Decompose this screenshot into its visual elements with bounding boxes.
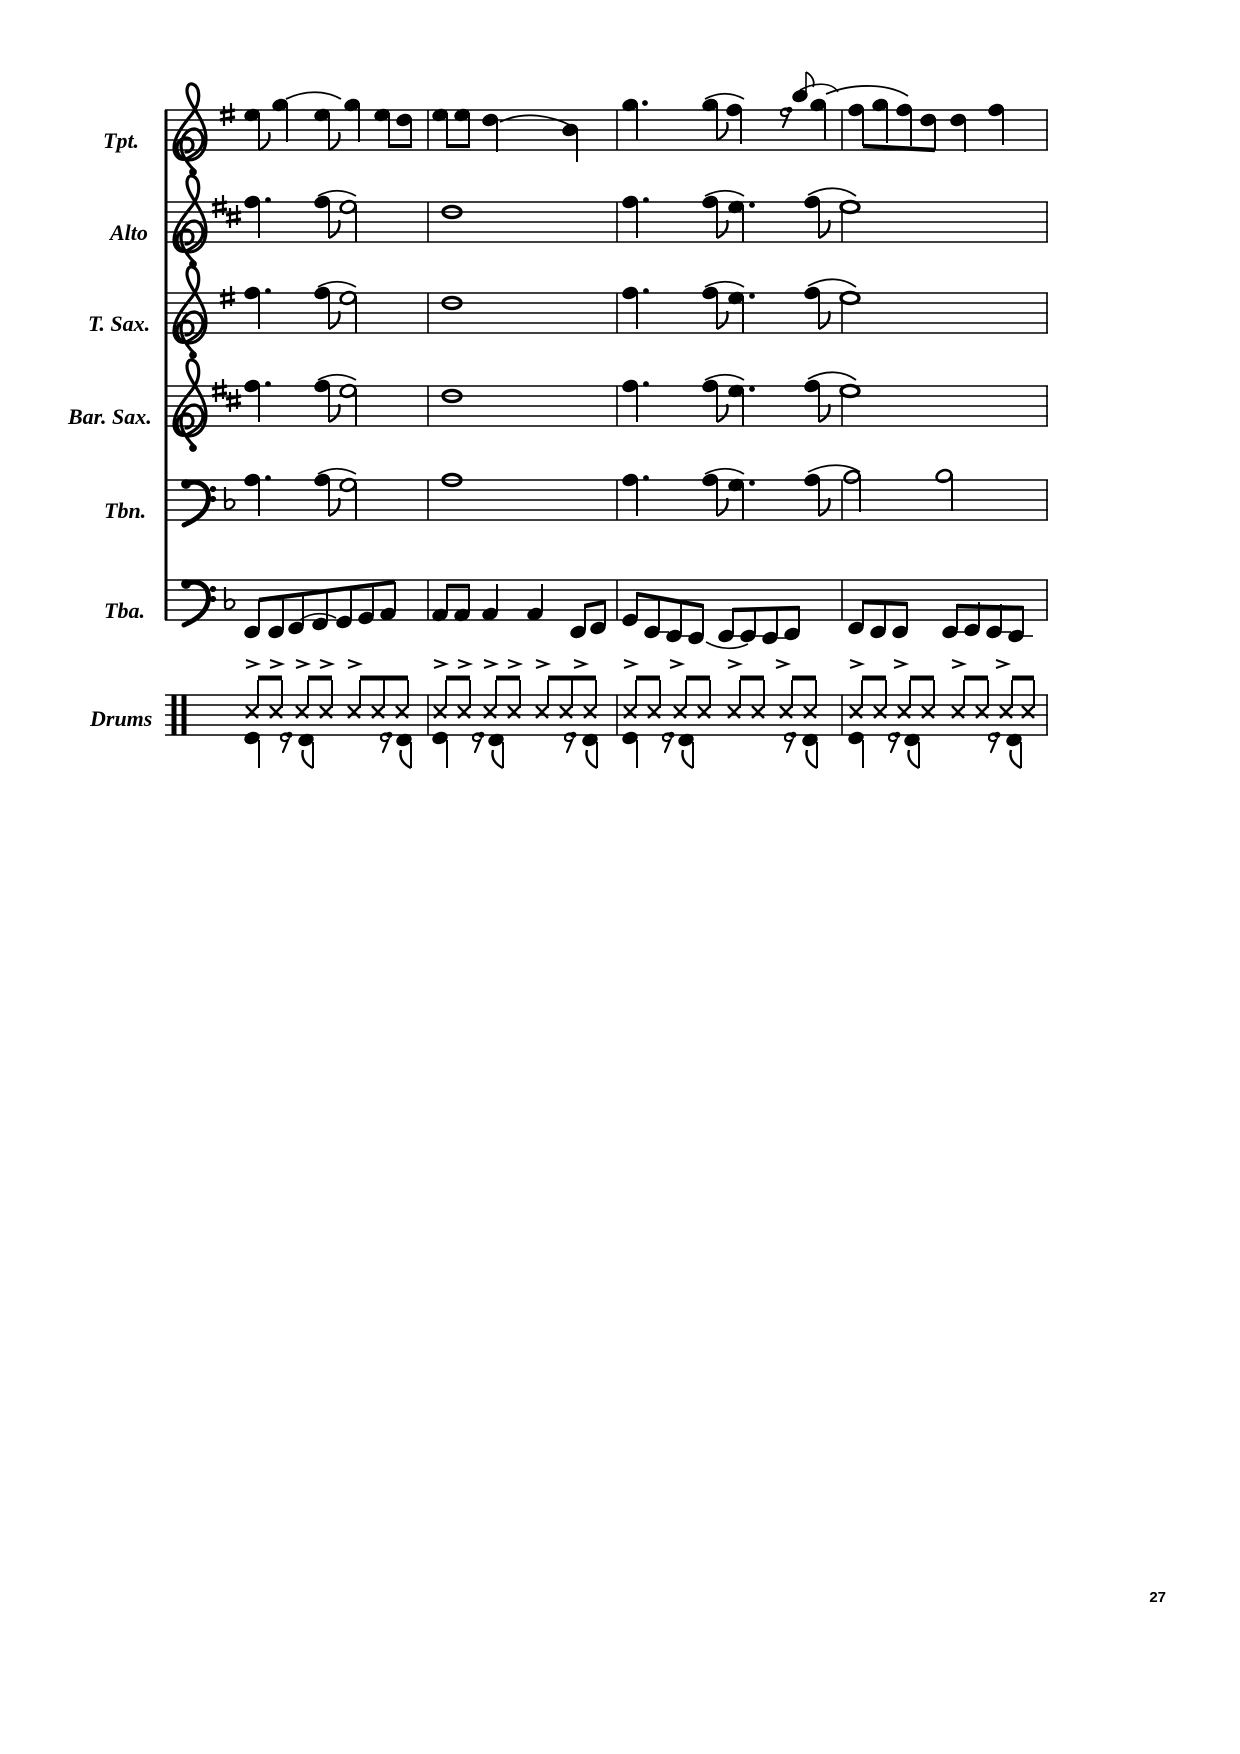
staff-tenor-sax [165, 293, 1048, 333]
notes-bari-sax [243, 372, 859, 426]
key-signature-tenor [220, 286, 235, 309]
key-signature-trumpet [220, 103, 235, 126]
instrument-label-tuba: Tba. [104, 598, 145, 623]
staff-alto-sax [165, 202, 1048, 242]
notes-trumpet [243, 72, 1005, 162]
instrument-label-alto-sax: Alto [110, 220, 148, 245]
staff-trombone [165, 480, 1048, 520]
instrument-label-drums: Drums [90, 706, 153, 731]
instrument-label-bari-sax: Bar. Sax. [68, 404, 152, 429]
notes-alto-sax [243, 188, 859, 242]
notes-trombone [243, 465, 953, 520]
notes-tenor-sax [243, 279, 859, 333]
drum-hihat-group [246, 660, 1034, 718]
notes-tuba [243, 582, 1033, 648]
instrument-label-trombone: Tbn. [104, 498, 147, 523]
clef-bass-icon [182, 480, 216, 525]
staff-trumpet [165, 110, 1048, 150]
clef-bass-icon [182, 580, 216, 625]
notes-drums [243, 660, 1034, 768]
instrument-label-trumpet: Tpt. [103, 128, 140, 153]
page-number: 27 [1149, 1589, 1166, 1606]
staff-tuba [165, 580, 1048, 620]
drum-kick-group [243, 730, 1023, 768]
instrument-label-tenor-sax: T. Sax. [88, 311, 151, 336]
staff-bari-sax [165, 386, 1048, 426]
